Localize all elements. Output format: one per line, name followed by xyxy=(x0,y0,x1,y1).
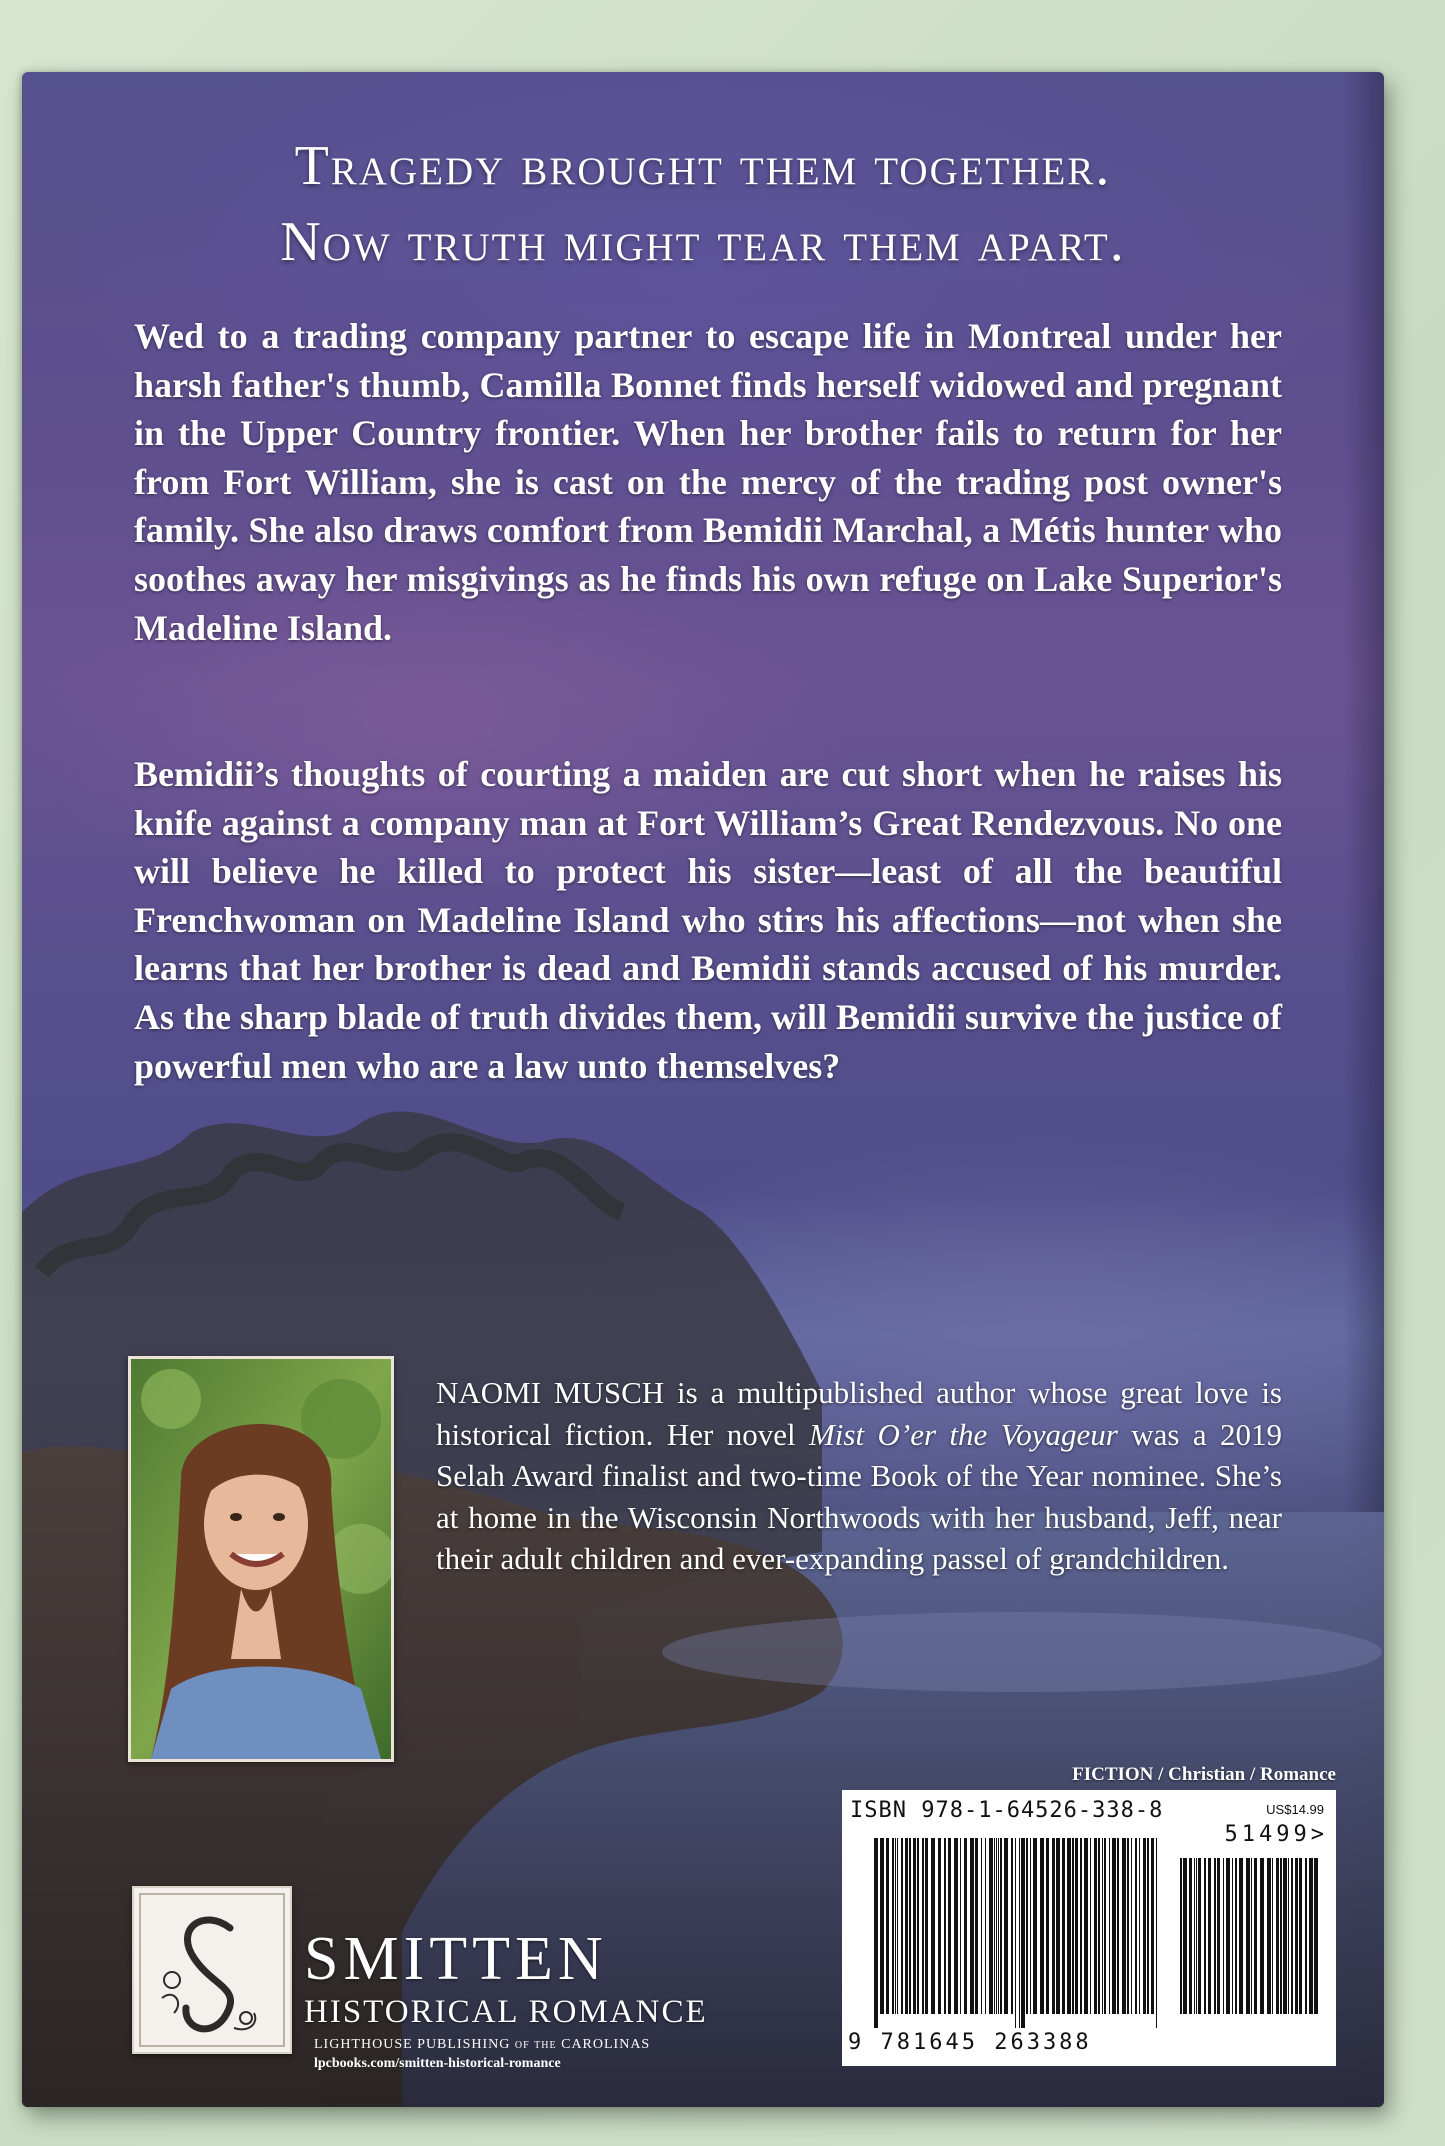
barcode-bar xyxy=(1112,1838,1116,2014)
barcode-bar xyxy=(1260,1858,1264,2014)
barcode-bar xyxy=(1180,1858,1182,2014)
barcode-bar xyxy=(1295,1858,1298,2014)
barcode-bar xyxy=(1067,1838,1071,2014)
author-bio-part-1: NAOMI MUSCH is a multipublished author whose great love is historical fiction. Her novel xyxy=(436,1375,1282,1452)
imprint-brand: SMITTEN xyxy=(304,1925,608,1993)
barcode-bar xyxy=(1217,1858,1220,2014)
barcode-bar xyxy=(1139,1838,1140,2014)
category-label: FICTION / Christian / Romance xyxy=(1072,1764,1336,1785)
barcode-bar xyxy=(1122,1838,1126,2014)
barcode-bar xyxy=(960,1838,961,2014)
barcode-bar xyxy=(897,1838,898,2014)
barcode-bar xyxy=(1135,1838,1137,2014)
barcode-bar xyxy=(1198,1858,1201,2014)
barcode-bar xyxy=(1223,1858,1224,2014)
barcode-bar xyxy=(1062,1838,1065,2014)
barcode-bar xyxy=(892,1838,894,2014)
barcode-bar xyxy=(1267,1858,1271,2014)
barcode-bar xyxy=(880,1838,884,2014)
author-bio xyxy=(436,1372,1282,1580)
barcode-bar xyxy=(1056,1838,1060,2014)
isbn-text: ISBN 978-1-64526-338-8 xyxy=(850,1798,1164,1823)
barcode-bar xyxy=(874,1838,878,2028)
barcode-bar xyxy=(1189,1858,1192,2014)
barcode-bar xyxy=(954,1838,958,2014)
barcode-bar xyxy=(1156,1838,1157,2028)
barcode-bar xyxy=(1276,1858,1279,2014)
barcode-bar xyxy=(1033,1838,1037,2014)
barcode-main-bars xyxy=(872,1838,1162,2028)
barcode-bar xyxy=(1131,1838,1132,2014)
imprint-subtitle: HISTORICAL ROMANCE xyxy=(304,1994,708,2030)
barcode-bar xyxy=(1127,1838,1129,2014)
smitten-logo xyxy=(132,1886,292,2054)
barcode-bar xyxy=(998,1838,999,2014)
barcode-bar xyxy=(1011,1838,1013,2014)
barcode-bar xyxy=(1143,1838,1146,2014)
barcode-bar xyxy=(1102,1838,1103,2014)
author-bio-part-2: was a 2019 Selah Award finalist and two-time Book of the Year nominee. She’s at home in the Wisconsin Northwoods with her husband, Jeff, near their adult children and ever-expanding passel of grandchildren. xyxy=(436,1416,1282,1576)
barcode-bar xyxy=(895,1838,896,2014)
barcode-bar xyxy=(944,1838,946,2014)
barcode-bar xyxy=(1251,1858,1252,2014)
barcode-bar xyxy=(1239,1858,1243,2014)
barcode-bar xyxy=(925,1838,928,2014)
barcode-bar xyxy=(985,1838,986,2014)
barcode-bar xyxy=(1291,1858,1293,2014)
barcode-bar xyxy=(909,1838,911,2014)
price-code: 51499> xyxy=(1224,1822,1328,1847)
barcode-bar xyxy=(1075,1838,1078,2014)
price-label: US$14.99 xyxy=(1266,1802,1324,1817)
barcode-bar xyxy=(1021,1838,1025,2028)
barcode-bar xyxy=(1046,1838,1049,2014)
barcode-bar xyxy=(905,1838,908,2014)
barcode-bar xyxy=(922,1838,924,2014)
barcode-bar xyxy=(1305,1858,1307,2014)
barcode-bar xyxy=(1283,1858,1287,2014)
barcode-bar xyxy=(981,1838,982,2014)
novel-title: Mist O’er the Voyageur xyxy=(808,1416,1118,1452)
barcode-bar xyxy=(970,1838,974,2014)
barcode-bar xyxy=(1208,1858,1211,2014)
barcode-bar xyxy=(948,1838,951,2014)
barcode-bar xyxy=(1040,1838,1044,2014)
barcode-bar xyxy=(1090,1838,1091,2014)
barcode-bar xyxy=(975,1838,978,2014)
barcode-bar xyxy=(1030,1838,1031,2014)
barcode-bar xyxy=(1000,1838,1002,2014)
barcode-bar xyxy=(901,1838,903,2014)
barcode-bar xyxy=(1109,1838,1110,2014)
barcode-bar xyxy=(1246,1858,1250,2014)
barcode-bar xyxy=(886,1838,889,2014)
barcode-bar xyxy=(1254,1858,1257,2014)
author-photo xyxy=(128,1356,394,1762)
barcode-bar xyxy=(1280,1858,1282,2014)
barcode-bar xyxy=(913,1838,916,2014)
barcode-bar xyxy=(917,1838,919,2014)
barcode-bar xyxy=(1019,1838,1020,2028)
barcode-bar xyxy=(1151,1838,1154,2014)
barcode-bar xyxy=(1004,1838,1008,2014)
barcode-addon-bars xyxy=(1178,1858,1318,2028)
barcode-bar xyxy=(964,1838,967,2014)
barcode-bar xyxy=(1204,1858,1206,2014)
barcode-bar xyxy=(938,1838,941,2014)
barcode-bar xyxy=(989,1838,993,2014)
barcode-bar xyxy=(1194,1858,1195,2014)
barcode-bar xyxy=(1272,1858,1273,2014)
barcode-bar xyxy=(1015,1838,1016,2028)
barcode-bar xyxy=(994,1838,995,2014)
publisher-url: lpcbooks.com/smitten-historical-romance xyxy=(314,2056,561,2071)
barcode-bar xyxy=(1314,1858,1318,2014)
barcode-bar xyxy=(1080,1838,1082,2014)
barcode-bar xyxy=(1094,1838,1097,2014)
headline-line-2: Now truth might tear them apart. xyxy=(280,211,1126,273)
blurb-paragraph-2: Bemidii’s thoughts of courting a maiden are cut short when he raises his knife against a company man at Fort William’s Great Rendezvous. No one will believe he killed to protect his sister—least of all the beautiful Frenchwoman on Madeline Island who stirs his affections—not when she learns that her brother is dead and Bemidii stands accused of his murder. As the sharp blade of truth divides them, will Bemidii survive the justice of powerful men who are a law unto themselves? xyxy=(134,754,1282,1086)
barcode-bar xyxy=(931,1838,935,2014)
barcode-bar xyxy=(1147,1838,1149,2014)
barcode-bar xyxy=(1214,1858,1216,2014)
isbn-barcode xyxy=(842,1790,1336,2066)
barcode-bar xyxy=(1226,1858,1230,2014)
barcode-bar xyxy=(1052,1838,1055,2014)
book-back-cover xyxy=(22,72,1384,2107)
barcode-bar xyxy=(1098,1838,1100,2014)
barcode-number: 9 781645 263388 xyxy=(848,2030,1092,2055)
barcode-bar xyxy=(1309,1858,1313,2014)
barcode-bar xyxy=(1183,1858,1187,2014)
blurb-paragraph-1: Wed to a trading company partner to escape life in Montreal under her harsh father's thumb, Camilla Bonnet finds herself widowed and pregnant in the Upper Country frontier. When her brother fails to return for her from Fort William, she is cast on the mercy of the trading post owner's family. She also draws comfort from Bemidii Marchal, a Métis hunter who soothes away her misgivings as he finds his own refuge on Lake Superior's Madeline Island. xyxy=(134,316,1282,648)
barcode-bar xyxy=(1026,1838,1028,2014)
barcode-bar xyxy=(1232,1858,1233,2014)
barcode-bar xyxy=(996,1838,997,2014)
barcode-bar xyxy=(1072,1838,1074,2014)
barcode-bar xyxy=(1117,1838,1119,2014)
barcode-bar xyxy=(1288,1858,1289,2014)
barcode-bar xyxy=(1235,1858,1237,2014)
barcode-bar xyxy=(1104,1838,1106,2014)
barcode-bar xyxy=(1084,1838,1088,2014)
headline-line-1: Tragedy brought them together. xyxy=(294,135,1112,197)
publisher-name: LIGHTHOUSE PUBLISHING of the CAROLINAS xyxy=(314,2037,651,2052)
barcode-bar xyxy=(1299,1858,1302,2014)
barcode-bar xyxy=(1196,1858,1197,2014)
